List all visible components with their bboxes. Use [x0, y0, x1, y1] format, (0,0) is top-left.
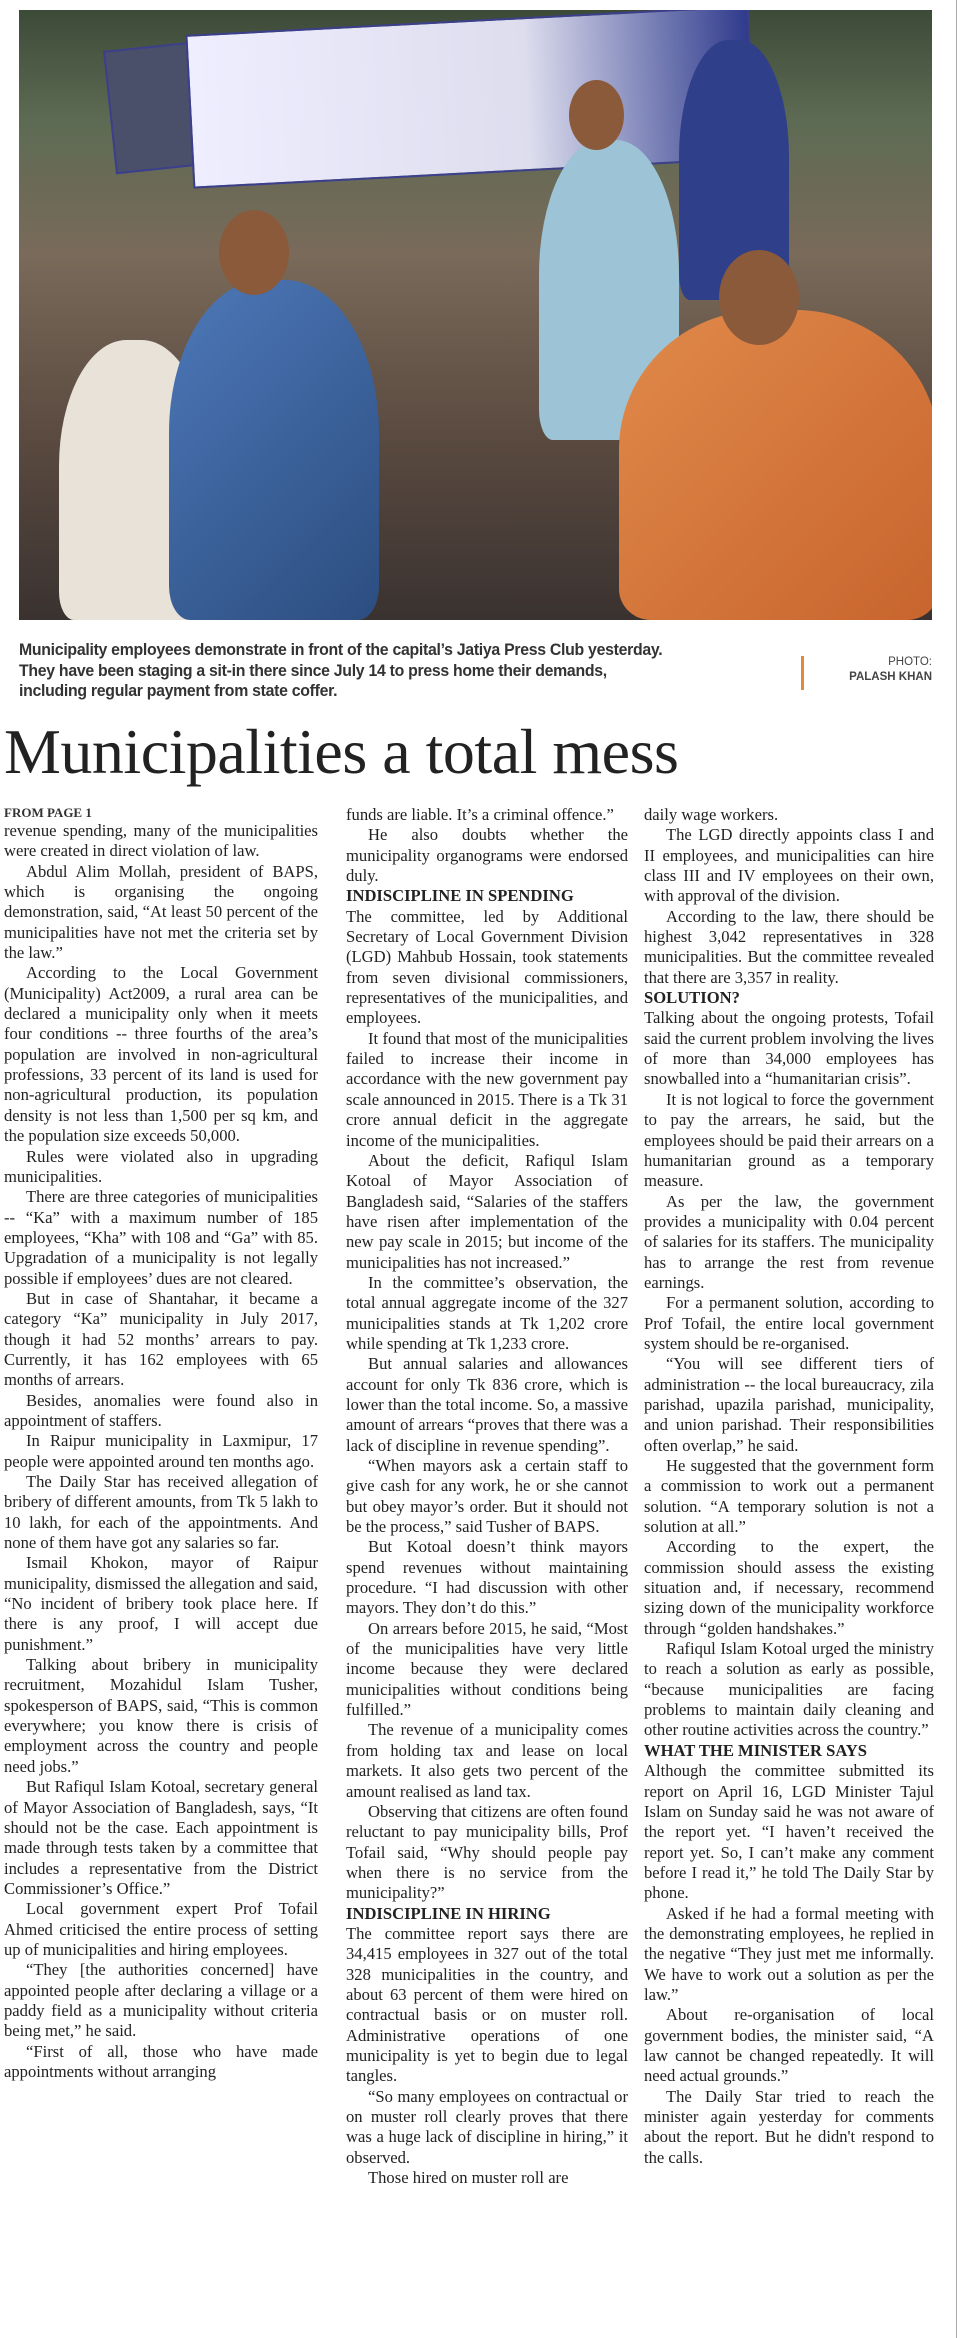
paragraph: Besides, anomalies were found also in appointment of staffers.	[4, 1390, 318, 1430]
column-rule	[956, 0, 957, 2338]
paragraph: According to the law, there should be highest 3,042 representatives in 328 municipalities. But the committee revealed that there are 3,357 in reality.	[644, 906, 934, 987]
credit-divider	[801, 656, 804, 690]
protester	[169, 280, 379, 620]
paragraph: The committee, led by Additional Secretary of Local Government Division (LGD) Mahbub Hossain, took statements from seven divisional commissioners, representatives of the municipalities, and employees.	[346, 906, 628, 1028]
paragraph: Observing that citizens are often found reluctant to pay municipality bills, Prof Tofail said, “Why should people pay when there is no service from the municipality?”	[346, 1801, 628, 1903]
paragraph: The committee report says there are 34,415 employees in 327 out of the total 328 municipalities in the country, and about 63 percent of them were hired on contractual basis or on muster roll. Administrative operations of one municipality is yet to begin due to legal tangles.	[346, 1923, 628, 2086]
paragraph: It found that most of the municipalities failed to increase their income in accordance with the new government pay scale announced in 2015. There is a Tk 31 crore annual deficit in the aggregate income of the municipalities.	[346, 1028, 628, 1150]
paragraph: Abdul Alim Mollah, president of BAPS, which is organising the ongoing demonstration, said, “At least 50 percent of the municipalities have not met the criteria set by the law.”	[4, 861, 318, 963]
paragraph: revenue spending, many of the municipalities were created in direct violation of law.	[4, 821, 318, 861]
paragraph: funds are liable. It’s a criminal offence.”	[346, 805, 614, 824]
subheading: WHAT THE MINISTER SAYS	[644, 1740, 868, 1760]
paragraph: As per the law, the government provides a municipality with 0.04 percent of salaries for its staffers. The municipality has to arrange the rest from revenue earnings.	[644, 1191, 934, 1292]
protester-face	[719, 250, 799, 345]
paragraph: About re-organisation of local government bodies, the minister said, “A law cannot be changed repeatedly. It will need actual grounds.”	[644, 2005, 934, 2086]
headline: Municipalities a total mess	[4, 716, 679, 787]
paragraph: He suggested that the government form a commission to work out a permanent solution. “A temporary solution is not a solution at all.”	[644, 1456, 934, 1537]
paragraph: Although the committee submitted its report on April 16, LGD Minister Tajul Islam on Sunday said he was not aware of the report yet. “I haven’t received the report yet. So, I can’t make any comment before I read it,” he told The Daily Star by phone.	[644, 1761, 934, 1903]
paragraph: “You will see different tiers of administration -- the local bureaucracy, zila parishad, upazila parishad, municipality, and union parishad. Their responsibilities often overlap,” he said.	[644, 1354, 934, 1455]
paragraph: “They [the authorities concerned] have appointed people after declaring a village or a paddy field as a municipality without criteria being met,” he said.	[4, 1960, 318, 2041]
article-column-3	[644, 805, 934, 2335]
article-column-1	[4, 805, 318, 2335]
paragraph: There are three categories of municipalities -- “Ka” with a maximum number of 185 employees, “Kha” with 108 and “Ga” with 85. Upgradation of a municipality is not legally possible if employees’ dues are not cleared.	[4, 1187, 318, 1288]
article-column-2	[346, 805, 628, 2335]
paragraph: For a permanent solution, according to Prof Tofail, the entire local government system should be re-organised.	[644, 1293, 934, 1353]
paragraph: In Raipur municipality in Laxmipur, 17 people were appointed around ten months ago.	[4, 1431, 318, 1471]
paragraph: On arrears before 2015, he said, “Most of the municipalities have very little income because they were declared municipalities without conditions being fulfilled.”	[346, 1618, 628, 1720]
photo-caption: Municipality employees demonstrate in front of the capital’s Jatiya Press Club yesterday. They have been staging a sit-in there since July 14 to press home their demands, including regular payment from state coffer.	[19, 641, 663, 700]
protest-banner-main	[185, 10, 756, 189]
paragraph: The Daily Star has received allegation of bribery of different amounts, from Tk 5 lakh to 10 lakh, for each of the appointments. And none of them have got any salaries so far.	[4, 1472, 318, 1553]
paragraph: But annual salaries and allowances account for only Tk 836 crore, which is lower than the total income. So, a massive amount of arrears “proves that there was a lack of discipline in revenue spending”.	[346, 1354, 628, 1455]
kicker: FROM PAGE 1	[4, 805, 92, 820]
paragraph: Asked if he had a formal meeting with the demonstrating employees, he replied in the negative “They just met me informally. We have to work out a solution as per the law.”	[644, 1903, 934, 2004]
paragraph: “First of all, those who have made appointments without arranging	[4, 2041, 318, 2081]
paragraph: Talking about bribery in municipality recruitment, Mozahidul Islam Tusher, spokesperson of BAPS, said, “This is common everywhere; you know there is crisis of employment across the country and people need jobs.”	[4, 1655, 318, 1776]
paragraph: About the deficit, Rafiqul Islam Kotoal of Mayor Association of Bangladesh said, “Salaries of the staffers have risen after implementation of the new pay scale in 2015; but income of the municipalities has not increased.”	[346, 1150, 628, 1272]
paragraph: The revenue of a municipality comes from holding tax and lease on local markets. It also gets two percent of the amount realised as land tax.	[346, 1720, 628, 1801]
paragraph: daily wage workers.	[644, 805, 779, 824]
paragraph: According to the Local Government (Municipality) Act2009, a rural area can be declared a municipality only when it meets four conditions -- three fourths of the area’s population are involved in non-agricultural professions, 33 percent of its land is used for non-agricultural production, its population density is not less than 1,500 per sq km, and the population size exceeds 50,000.	[4, 963, 318, 1146]
photo-credit: PHOTO: PALASH KHAN	[849, 656, 932, 683]
paragraph: He also doubts whether the municipality organograms were endorsed duly.	[346, 825, 628, 886]
subheading: SOLUTION?	[644, 988, 740, 1008]
paragraph: The LGD directly appoints class I and II employees, and municipalities can hire class III and IV employees on their own, with approval of the division.	[644, 825, 934, 906]
paragraph: Those hired on muster roll are	[368, 2168, 569, 2188]
paragraph: Ismail Khokon, mayor of Raipur municipality, dismissed the allegation and said, “No incident of bribery took place here. If there is any proof, I will accept due punishment.”	[4, 1553, 318, 1654]
paragraph: “So many employees on contractual or on muster roll clearly proves that there was a huge lack of discipline in hiring,” it observed.	[346, 2086, 628, 2167]
paragraph: The Daily Star tried to reach the minister again yesterday for comments about the report. But he didn't respond to the calls.	[644, 2086, 934, 2167]
protester-face	[219, 210, 289, 295]
paragraph: But in case of Shantahar, it became a category “Ka” municipality in July 2017, though it had 52 months’ arrears to pay. Currently, it has 162 employees with 65 months of arrears.	[4, 1288, 318, 1390]
paragraph: Rafiqul Islam Kotoal urged the ministry to reach a solution as early as possible, “because municipalities are facing problems to maintain daily cleaning and other routine activities across the country.”	[644, 1639, 934, 1740]
paragraph: According to the expert, the commission should assess the existing situation and, if necessary, recommend sizing down of the municipality workforce through “golden handshakes.”	[644, 1537, 934, 1638]
paragraph: In the committee’s observation, the total annual aggregate income of the 327 municipalities stands at Tk 1,202 crore while spending at Tk 1,233 crore.	[346, 1272, 628, 1353]
subheading: INDISCIPLINE IN HIRING	[346, 1903, 551, 1923]
paragraph: Local government expert Prof Tofail Ahmed criticised the entire process of setting up of municipalities and hiring employees.	[4, 1899, 318, 1959]
protester	[619, 310, 932, 620]
subheading: INDISCIPLINE IN SPENDING	[346, 886, 574, 906]
paragraph: It is not logical to force the government to pay the arrears, he said, but the employees should be paid their arrears on a humanitarian ground as a temporary measure.	[644, 1089, 934, 1191]
paragraph: But Kotoal doesn’t think mayors spend revenues without maintaining procedure. “I had discussion with other mayors. They don’t do this.”	[346, 1537, 628, 1618]
paragraph: “When mayors ask a certain staff to give cash for any work, he or she cannot but obey mayor’s order. But it should not be the process,” said Tusher of BAPS.	[346, 1456, 628, 1537]
paragraph: Talking about the ongoing protests, Tofail said the current problem involving the lives of more than 34,000 employees has snowballed into a “humanitarian crisis”.	[644, 1008, 934, 1089]
news-photo	[19, 10, 932, 620]
protester-face	[569, 80, 624, 150]
paragraph: But Rafiqul Islam Kotoal, secretary general of Mayor Association of Bangladesh, says, “It should not be the case. Each appointment is made through tests taken by a committee that includes a representative from the District Commissioner’s Office.”	[4, 1777, 318, 1898]
paragraph: Rules were violated also in upgrading municipalities.	[4, 1146, 318, 1186]
